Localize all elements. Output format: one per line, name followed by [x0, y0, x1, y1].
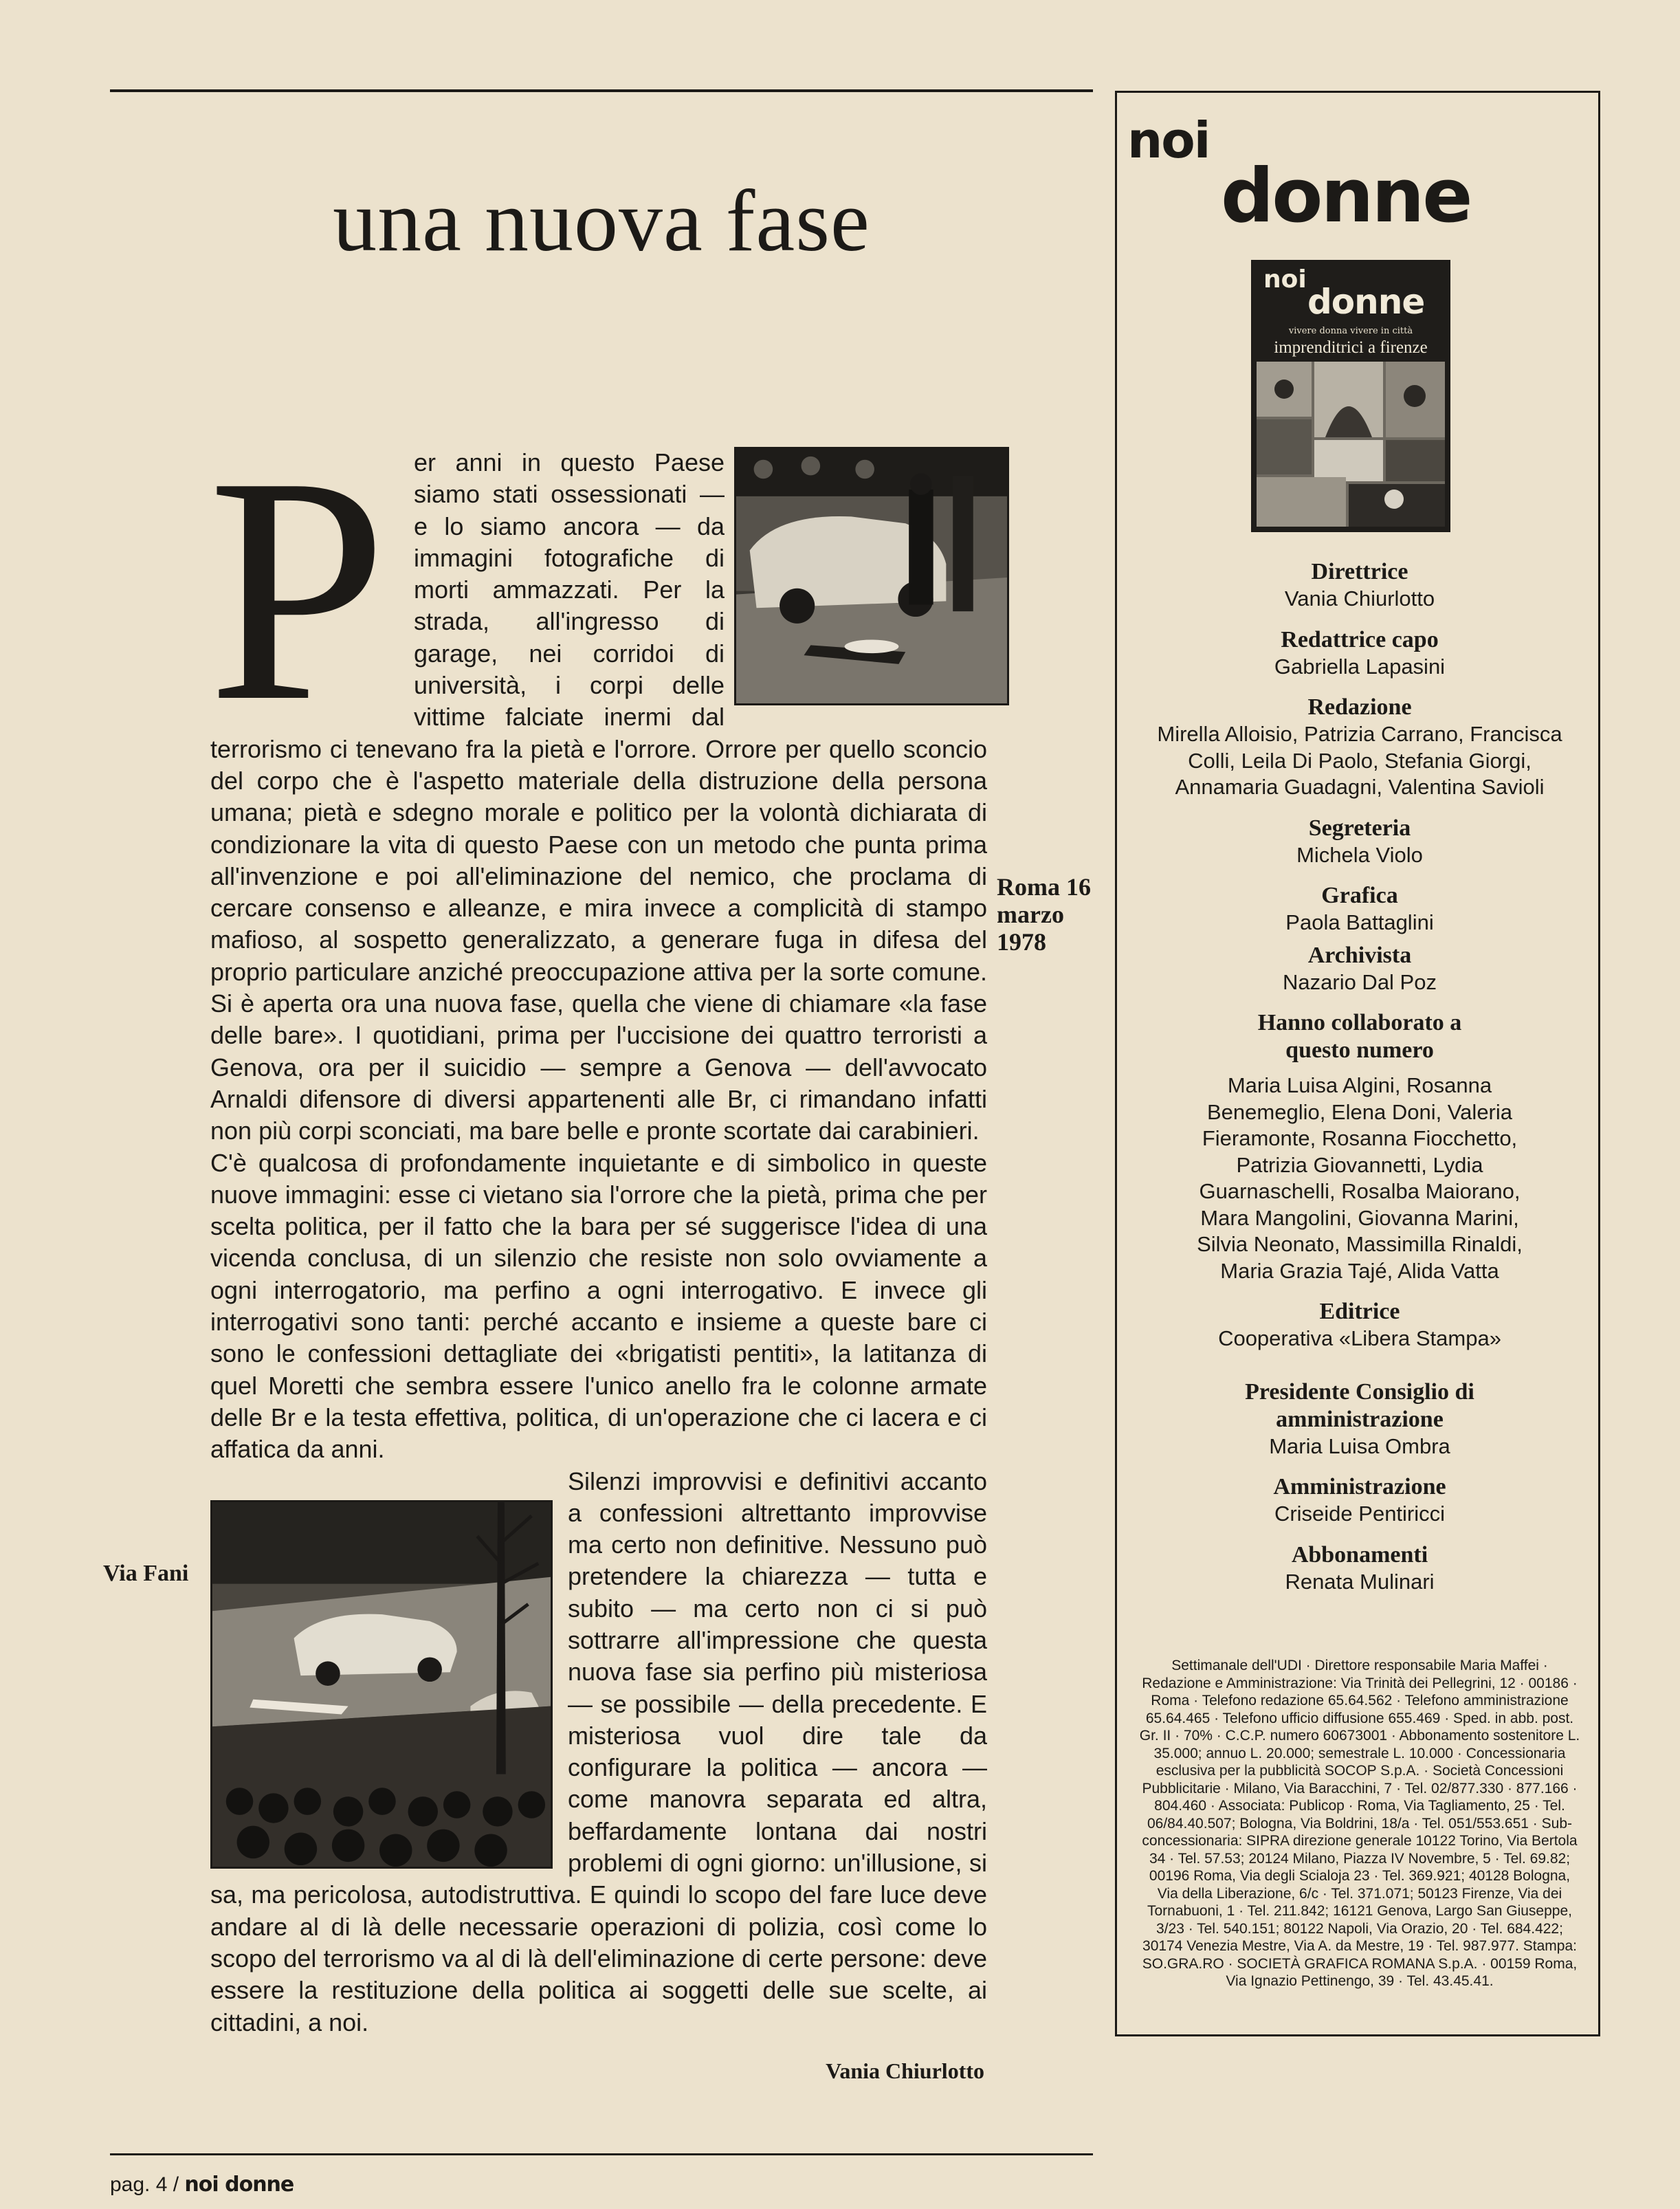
magazine-cover: [1251, 260, 1450, 532]
photo-via-fani-image: [212, 1502, 551, 1867]
staff-role: Hanno collaborato a questo numero: [1257, 1010, 1462, 1063]
article-paragraph-1: er anni in questo Paese siamo stati ossessionati — e lo siamo ancora — da immagini fotografiche di morti ammazzati. Per la strada, all'ingresso di garage, nei corridoi di università, i corpi delle vittime falciate inermi dal terrorismo ci tenevano fra la pietà e l'orrore. Orrore per quello sconcio del corpo che è l'aspetto materiale della distruzione della persona umana; pietà e sdegno morale e politico per la volontà dichiarata di condizionare la vita di questo Paese con un metodo che punta prima all'invenzione e poi all'eliminazione del nemico, che proclama di cercare consenso e alleanze, e mira invece a complicità di stampo mafioso, al sospetto generalizzato, a generare fuga in difesa del proprio particulare anziché preoccupazione attiva per la sorte comune. Si è aperta ora una nuova fase, quella che viene di chiamare «la fase delle bare». I quotidiani, prima per l'uccisione dei quattro terroristi a Genova, ora per il suicidio — sempre a Genova — dell'avvocato Arnaldi difensore di diversi appartenenti alle Br, ci rimandano infatti non più corpi sconciati, ma bare belle e pronte scortate dai carabinieri.: [210, 447, 987, 1147]
bottom-rule: [110, 2153, 1093, 2155]
cover-tagline: vivere donna vivere in città: [1288, 326, 1413, 336]
photo-via-fani: [210, 1500, 553, 1869]
cover-photo-collage: [1257, 362, 1445, 527]
article-body: [208, 410, 987, 2038]
page-number: pag. 4 /: [110, 2173, 179, 2196]
staff-role: Redazione: [1307, 694, 1412, 720]
staff-names: Vania Chiurlotto: [1284, 586, 1435, 611]
top-rule: [110, 89, 1093, 92]
cover-headline: imprenditrici a firenze: [1274, 338, 1428, 357]
staff-names: Gabriella Lapasini: [1274, 654, 1446, 679]
article-paragraph-3: Silenzi improvvisi e definitivi accanto a confessioni altrettanto improvvise ma certo non definitive. Nessuno può pretendere la chiarezza — tutta e subito — ma certo non ci si può sottrarre all'impressione che questa nuova fase sia perfino più misteriosa — se possibile — della precedente. E misteriosa vuol dire tale da configurare la politica — ancora — come manovra separata ed altra, beffardamente lontana dai nostri problemi di ogni giorno: un'illusione, si sa, ma pericolosa, autodistruttiva. E quindi lo scopo del fare luce deve andare al di là delle necessarie operazioni di polizia, così come lo scopo del terrorismo va al di là dell'eliminazione di certe persone: deve essere la restituzione della politica ai soggetti delle sue scelte, ai cittadini, a noi.: [210, 1466, 987, 2036]
article-title: una nuova fase: [333, 171, 870, 270]
footer-magazine-name: noi donne: [184, 2173, 294, 2197]
staff-role: Presidente Consiglio di amministrazione: [1245, 1378, 1474, 1432]
staff-names: Criseide Pentiricci: [1274, 1502, 1446, 1526]
staff-role: Amministrazione: [1273, 1474, 1446, 1499]
photo-caption-roma: Roma 16 marzo 1978: [997, 873, 1091, 956]
staff-role: Editrice: [1319, 1299, 1400, 1324]
staff-names: Nazario Dal Poz: [1283, 969, 1437, 994]
cover-noi: noi: [1263, 265, 1307, 294]
staff-role: Archivista: [1307, 942, 1412, 968]
cover-donne: donne: [1307, 282, 1425, 322]
staff-names: Renata Mulinari: [1285, 1569, 1435, 1594]
staff-role: Direttrice: [1311, 559, 1408, 584]
photo-roma-1978: [734, 447, 1009, 705]
staff-names: Maria Luisa Ombra: [1269, 1433, 1450, 1458]
staff-role: Grafica: [1321, 883, 1398, 908]
drop-cap: P: [208, 410, 388, 768]
staff-names: Cooperativa «Libera Stampa»: [1218, 1326, 1501, 1350]
staff-names: Mirella Alloisio, Patrizia Carrano, Francisca Colli, Leila Di Paolo, Stefania Giorgi, Annamaria Guadagni, Valentina Savioli: [1157, 722, 1562, 799]
masthead-noi: noi: [1127, 111, 1210, 169]
staff-names: Paola Battaglini: [1285, 910, 1434, 934]
photo-caption-via-fani: Via Fani: [103, 1561, 189, 1586]
photo-roma-1978-image: [736, 449, 1007, 703]
article-paragraph-2: C'è qualcosa di profondamente inquietante e di simbolico in queste nuove immagini: esse ci vietano sia l'orrore che la pietà, prima che per scelta politica, per il fatto che la bara per sé suggerisce l'idea di una vicenda conclusa, di un silenzio che resiste non solo ovviamente a ogni interrogatorio, ma perfino a ogni interrogativo. E invece gli interrogativi sono tanti: perché accanto e insieme a queste bare ci sono le confessioni dettagliate dei «brigatisti pentiti», la latitanza di quel Moretti che sembra essere l'unico anello fra le colonne armate delle Br e la testa effettiva, politica, di un'operazione che ci lacera e ci affatica da anni.: [210, 1148, 987, 1464]
page-footer: [110, 2173, 294, 2197]
staff-list: [1119, 558, 1600, 1609]
author-signature: Vania Chiurlotto: [826, 2058, 984, 2083]
staff-names: Maria Luisa Algini, Rosanna Benemeglio, Elena Doni, Valeria Fieramonte, Rosanna Fiocchetto, Patrizia Giovannetti, Lydia Guarnaschelli, Rosalba Maiorano, Mara Mangolini, Giovanna Marini, Silvia Neonato, Massimilla Rinaldi, Maria Grazia Tajé, Alida Vatta: [1197, 1073, 1523, 1283]
staff-role: Redattrice capo: [1281, 626, 1439, 652]
colophon: Settimanale dell'UDI · Direttore responsabile Maria Maffei · Redazione e Amministrazione: Via Trinità dei Pellegrini, 12 · 00186 · Roma · Telefono redazione 65.64.562 · Telefono amministrazione 65.64.465 · Telefono ufficio diffusione 655.469 · Sped. in abb. post. Gr. II · 70% · C.C.P. numero 60673001 · Abbonamento sostenitore L. 35.000; annuo L. 20.000; semestrale L. 10.000 · Concessionaria esclusiva per la pubblicità SOCOP S.p.A. · Società Concessioni Pubblicitarie · Milano, Via Baracchini, 7 · Tel. 02/877.330 · 877.166 · 804.460 · Associata: Publicop · Roma, Via Tagliamento, 25 · Tel. 06/84.40.507; Bologna, Via Boldrini, 18/a · Tel. 051/553.651 · Sub-concessionaria: SIPRA direzione generale 10122 Torino, Via Bertola 34 · Tel. 57.53; 20124 Milano, Piazza IV Novembre, 5 · Tel. 69.82; 00196 Roma, Via degli Scialoja 23 · Tel. 369.921; 40128 Bologna, Via della Liberazione, 6/c · Tel. 371.071; 50123 Firenze, Via dei Tornabuoni, 1 · Tel. 211.842; 16121 Genova, Largo San Giuseppe, 3/23 · Tel. 540.151; 80122 Napoli, Via Orazio, 20 · Tel. 684.422; 30174 Venezia Mestre, Via A. da Mestre, 19 · Tel. 987.977. Stampa: SO.GRA.RO · SOCIETÀ GRAFICA ROMANA S.p.A. · 00159 Roma, Via Ignazio Pettinengo, 39 · Tel. 43.45.41.: [1139, 1658, 1580, 1989]
staff-names: Michela Violo: [1296, 842, 1423, 867]
staff-role: Segreteria: [1308, 815, 1411, 841]
staff-role: Abbonamenti: [1291, 1541, 1428, 1568]
masthead-logo: [1119, 111, 1600, 239]
masthead-donne: donne: [1221, 153, 1471, 239]
